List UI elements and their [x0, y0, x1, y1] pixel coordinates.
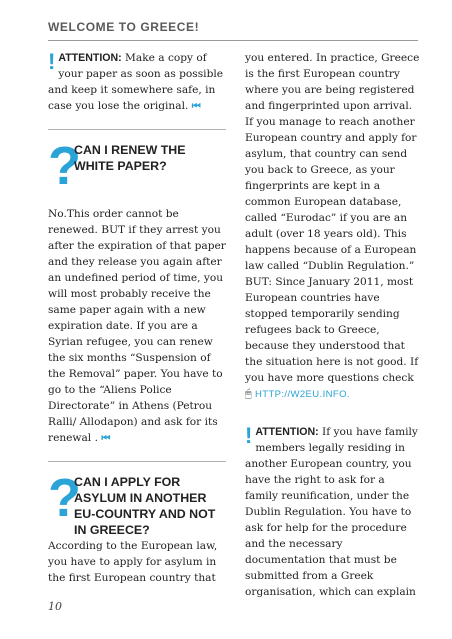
left-column [48, 50, 226, 586]
question-heading [48, 468, 226, 537]
answer-body: No.This order cannot be renewed. BUT if they arrest you after the expiration of that paper and they release you again after an undefined period of time, you will most probably receive the same paper again with a new expiration date. If you are a Syrian refugee, you can renew the six months “Suspension of the Removal” paper. You have to go to the “Aliens Police Directorate” in Athens (Petrou Ralli/ Allodapon) and ask for its renewal . [48, 208, 226, 444]
continued-text [245, 50, 420, 403]
attention-text: If you have family members legally residing in another European country, you have the right to ask for a family reunification, under the Dublin Regulation. You have to ask for help for the procedure and the necessary documentation that must be submitted from a Greek organisation, which can explain [245, 426, 418, 598]
question-mark-icon: ? [48, 468, 81, 528]
continued-body: you entered. In practice, Greece is the first European country where you are being registered and fingerprinted upon arrival. If you manage to reach another European country and apply for asylum, that country can send you back to Greece, as your fingerprints are kept in a common European database, called “Eurodac” if you are an adult (over 18 years old). This happens because of a European law called “Dublin Regulation.” BUT: Since January 2011, most European countries have stopped temporarily sending refugees back to Greece, because they understood that the situation here is not good. If you have more questions check [245, 52, 420, 384]
attention-note [245, 424, 420, 600]
header-rule [48, 40, 418, 41]
section-divider [48, 129, 226, 130]
question-heading [48, 136, 226, 198]
attention-label: ATTENTION: [58, 52, 122, 64]
website-link[interactable]: HTTP://W2EU.INFO. [254, 389, 350, 400]
exclamation-icon: ! [245, 423, 253, 448]
attention-note [48, 50, 226, 115]
question-title: CAN I APPLY FOR ASYLUM IN ANOTHER EU-COUNTRY AND NOT IN GREECE? [74, 475, 216, 537]
right-column [245, 50, 420, 600]
question-title: CAN I RENEW THE WHITE PAPER? [74, 143, 186, 173]
back-to-top-icon[interactable]: ⏮ [191, 101, 201, 112]
section-divider [48, 461, 226, 462]
attention-label: ATTENTION: [255, 426, 319, 438]
page-header: WELCOME TO GREECE! [48, 20, 200, 34]
back-to-top-icon[interactable]: ⏮ [101, 433, 111, 444]
exclamation-icon: ! [48, 49, 56, 74]
attention-text: Make a copy of your paper as soon as possible and keep it somewhere safe, in case you lose the original. [48, 52, 224, 112]
page-number: 10 [48, 600, 62, 613]
section-divider [245, 413, 420, 414]
answer-text [48, 206, 226, 447]
pointer-hand-icon: 🖱 [245, 387, 252, 400]
question-mark-icon: ? [48, 136, 81, 196]
answer-text: According to the European law, you have to apply for asylum in the first European country that [48, 540, 218, 584]
